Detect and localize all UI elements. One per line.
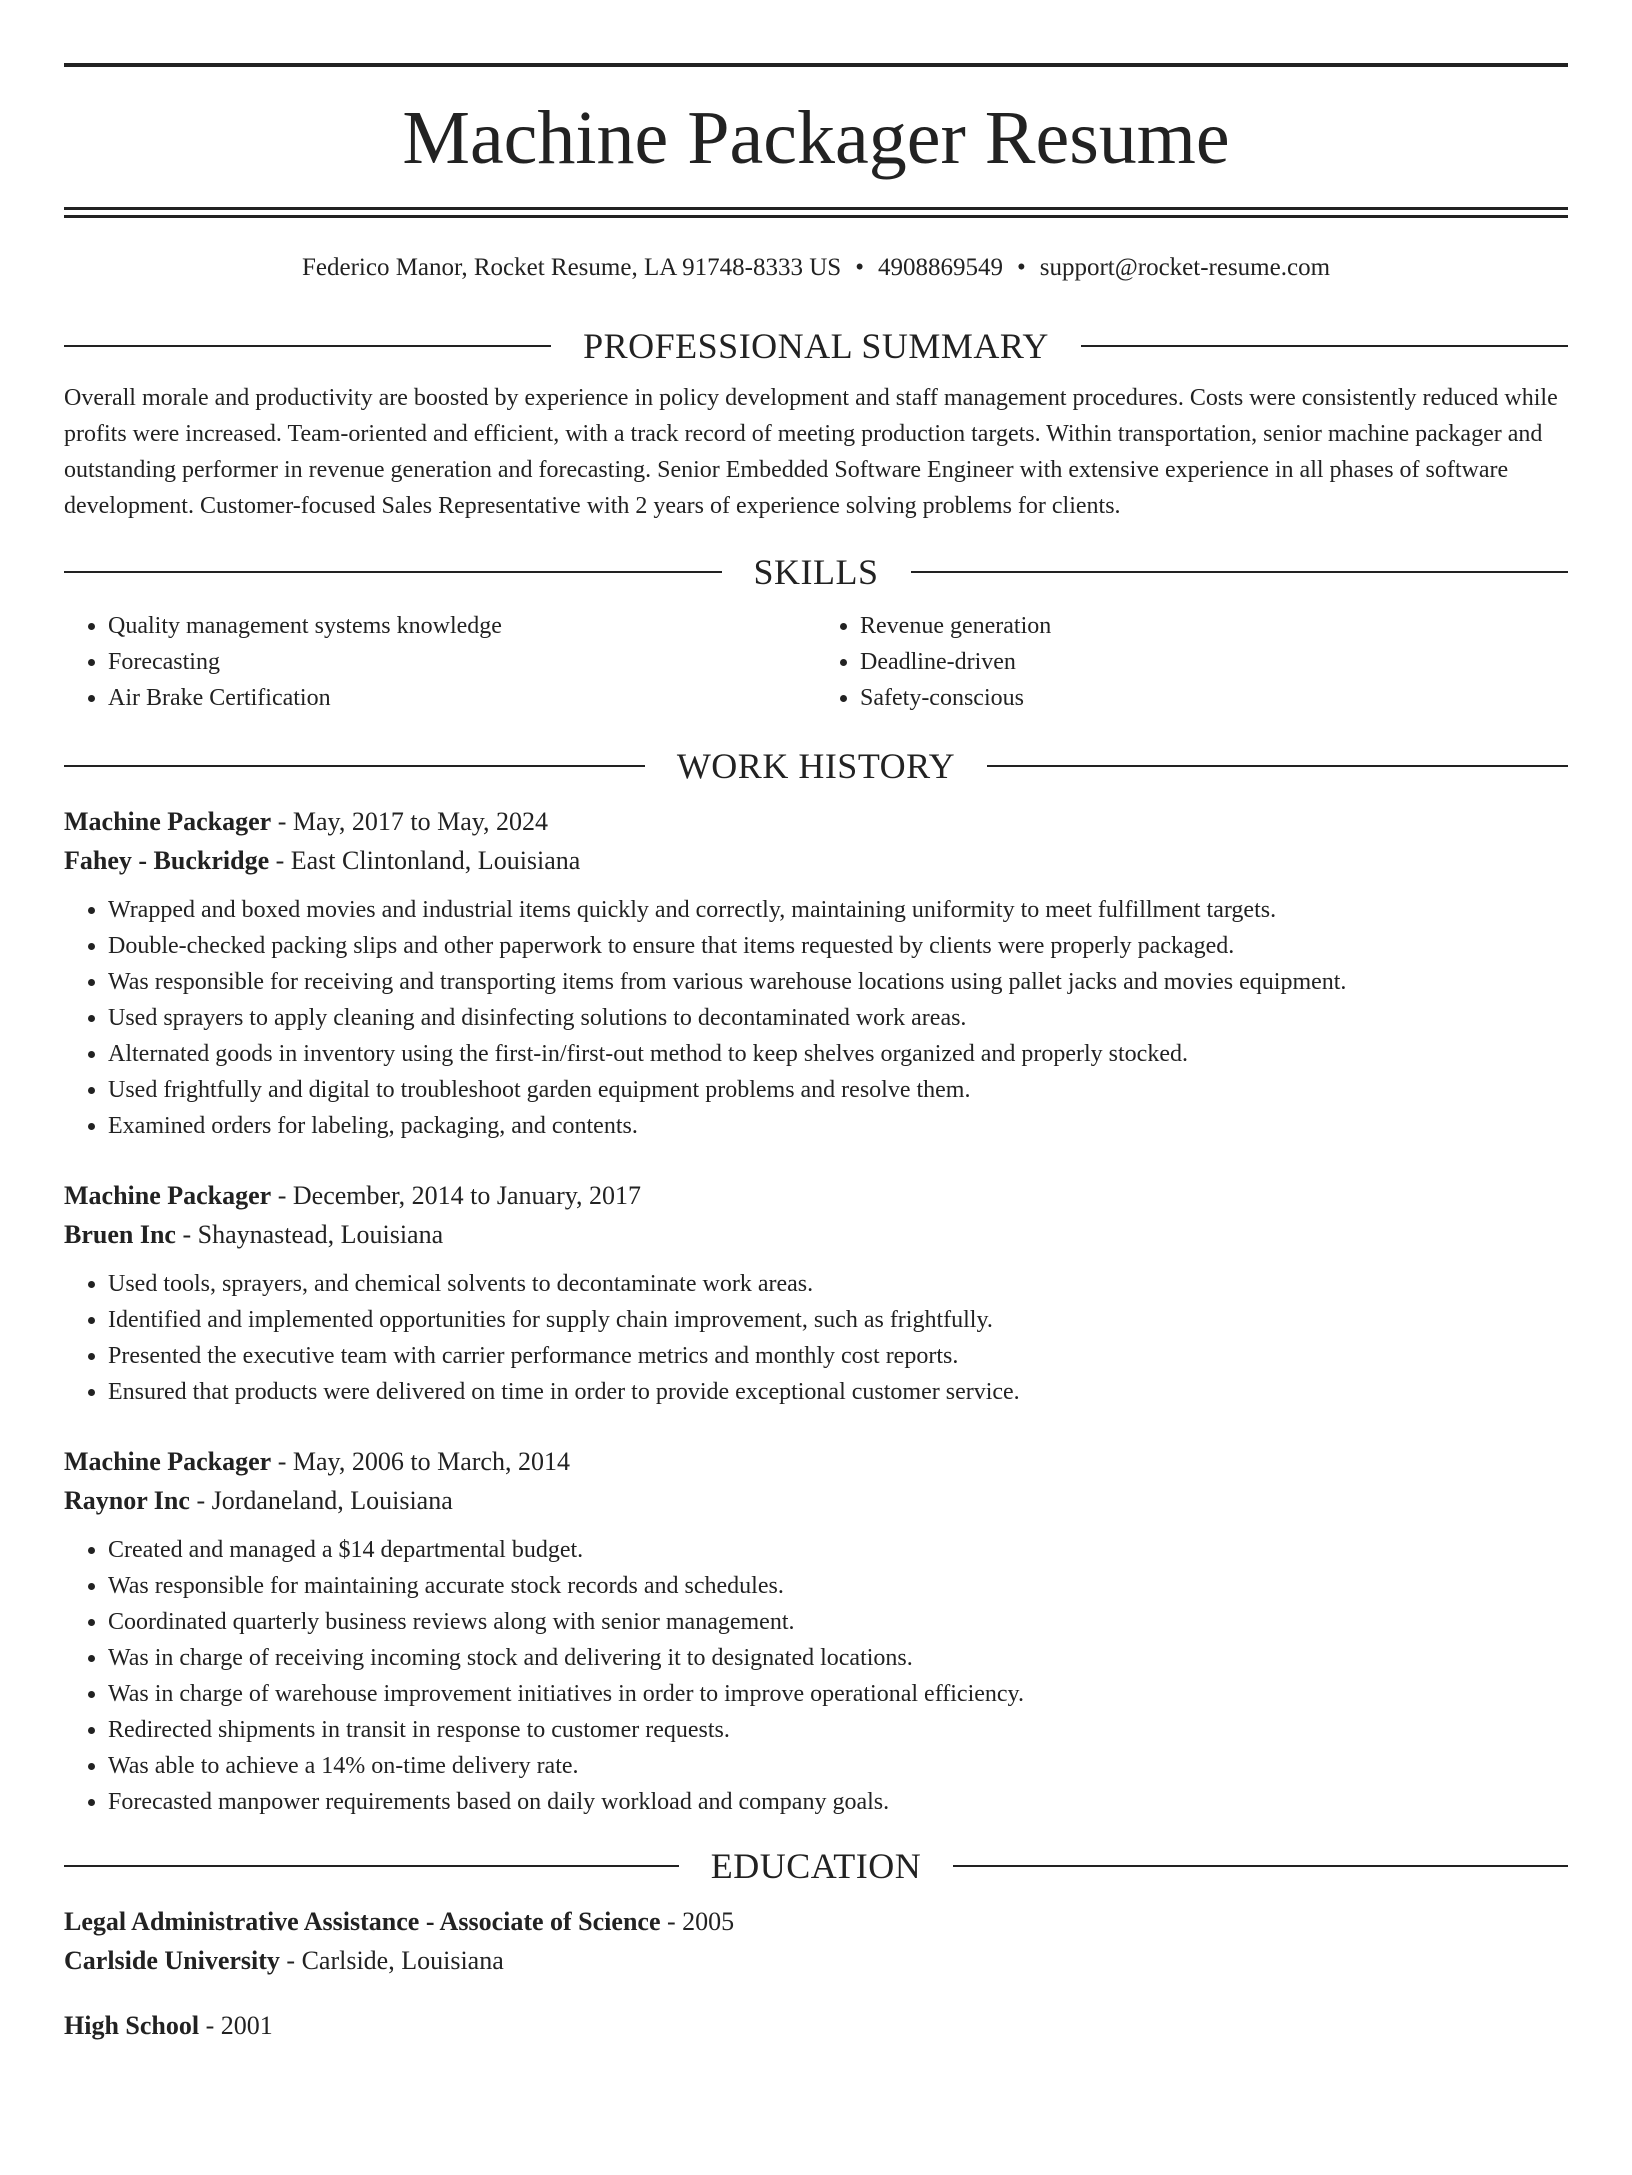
skill-item: • Safety-conscious	[860, 680, 1568, 716]
education-degree: Legal Administrative Assistance - Associate of Science	[64, 1907, 661, 1936]
job-company-line	[64, 841, 1568, 880]
heading-rule	[64, 1865, 679, 1867]
job-location: - Jordaneland, Louisiana	[189, 1486, 453, 1515]
contact-line	[64, 252, 1568, 284]
job-bullet: • Wrapped and boxed movies and industrial items quickly and correctly, maintaining uniformity to meet fulfillment targets.	[108, 892, 1568, 928]
job-company-line	[64, 1481, 1568, 1520]
job-bullet: • Double-checked packing slips and other paperwork to ensure that items requested by clients were properly packaged.	[108, 928, 1568, 964]
job-bullet: • Was in charge of warehouse improvement initiatives in order to improve operational efficiency.	[108, 1676, 1568, 1712]
job-bullet: • Created and managed a $14 departmental budget.	[108, 1532, 1568, 1568]
education-year: - 2001	[199, 2011, 273, 2040]
heading-rule	[1081, 345, 1568, 347]
job-bullet: • Was responsible for receiving and transporting items from various warehouse locations using pallet jacks and movies equipment.	[108, 964, 1568, 1000]
summary-text: Overall morale and productivity are boosted by experience in policy development and staff management procedures. Costs were consistently reduced while profits were increased. Team-oriented and efficient, with a track record of meeting production targets. Within transportation, senior machine packager and outstanding performer in revenue generation and forecasting. Senior Embedded Software Engineer with extensive experience in all phases of software development. Customer-focused Sales Representative with 2 years of experience solving problems for clients.	[64, 385, 1558, 519]
job-bullet: • Used tools, sprayers, and chemical solvents to decontaminate work areas.	[108, 1266, 1568, 1302]
job-bullet: • Coordinated quarterly business reviews along with senior management.	[108, 1604, 1568, 1640]
contact-email: support@rocket-resume.com	[1039, 254, 1331, 281]
education-location: - Carlside, Louisiana	[279, 1946, 504, 1975]
job-dates: - December, 2014 to January, 2017	[271, 1181, 642, 1210]
section-heading-work	[64, 744, 1568, 788]
section-title: PROFESSIONAL SUMMARY	[583, 326, 1049, 366]
heading-rule	[64, 571, 722, 573]
job-title: Machine Packager	[64, 1447, 272, 1476]
job-entry	[64, 802, 1568, 1144]
section-heading-summary	[64, 324, 1568, 368]
contact-address: Federico Manor, Rocket Resume, LA 91748-8333 US	[301, 254, 842, 281]
job-company: Raynor Inc	[64, 1486, 190, 1515]
job-title: Machine Packager	[64, 807, 272, 836]
job-bullet: • Presented the executive team with carrier performance metrics and monthly cost reports.	[108, 1338, 1568, 1374]
heading-rule	[911, 571, 1569, 573]
skill-item: • Forecasting	[108, 644, 816, 680]
skill-item: • Deadline-driven	[860, 644, 1568, 680]
heading-rule	[64, 765, 645, 767]
job-bullet: • Ensured that products were delivered on time in order to provide exceptional customer service.	[108, 1374, 1568, 1410]
job-company: Fahey - Buckridge	[64, 846, 270, 875]
contact-separator: •	[855, 254, 864, 281]
job-company-line	[64, 1215, 1568, 1254]
job-bullet: • Was in charge of receiving incoming stock and delivering it to designated locations.	[108, 1640, 1568, 1676]
job-company: Bruen Inc	[64, 1220, 176, 1249]
education-degree-line	[64, 2006, 1568, 2045]
heading-rule	[987, 765, 1568, 767]
job-title: Machine Packager	[64, 1181, 272, 1210]
skills-list	[64, 608, 1568, 716]
skills-column-right	[816, 608, 1568, 716]
job-bullets	[64, 1532, 1568, 1820]
education-entry	[64, 2006, 1568, 2045]
education-year: - 2005	[660, 1907, 735, 1936]
contact-separator: •	[1016, 254, 1026, 281]
section-title: WORK HISTORY	[676, 746, 956, 786]
job-bullets	[64, 892, 1568, 1144]
job-dates: - May, 2017 to May, 2024	[271, 807, 549, 836]
job-title-line	[64, 802, 1568, 841]
job-bullet: • Identified and implemented opportunities for supply chain improvement, such as frightfully.	[108, 1302, 1568, 1338]
heading-rule	[64, 345, 551, 347]
education-entry	[64, 1902, 1568, 1980]
skill-item: • Air Brake Certification	[108, 680, 816, 716]
section-title: SKILLS	[753, 552, 879, 592]
skill-item: • Quality management systems knowledge	[108, 608, 816, 644]
job-dates: - May, 2006 to March, 2014	[271, 1447, 570, 1476]
top-rule	[64, 63, 1568, 67]
education-school-line	[64, 1941, 1568, 1980]
education-degree: High School	[64, 2011, 200, 2040]
skill-item: • Revenue generation	[860, 608, 1568, 644]
section-heading-education	[64, 1844, 1568, 1888]
resume-page	[0, 63, 1632, 2175]
job-bullet: • Was responsible for maintaining accurate stock records and schedules.	[108, 1568, 1568, 1604]
section-heading-skills	[64, 550, 1568, 594]
job-bullet: • Used sprayers to apply cleaning and disinfecting solutions to decontaminated work areas.	[108, 1000, 1568, 1036]
job-bullet: • Used frightfully and digital to troubleshoot garden equipment problems and resolve them.	[108, 1072, 1568, 1108]
job-bullets	[64, 1266, 1568, 1410]
job-entry	[64, 1176, 1568, 1410]
skills-column-left	[64, 608, 816, 716]
education-degree-line	[64, 1902, 1568, 1941]
heading-rule	[953, 1865, 1568, 1867]
job-entry	[64, 1442, 1568, 1820]
job-bullet: • Redirected shipments in transit in response to customer requests.	[108, 1712, 1568, 1748]
section-title: EDUCATION	[710, 1846, 922, 1886]
contact-phone: 4908869549	[877, 254, 1003, 281]
job-bullet: • Forecasted manpower requirements based on daily workload and company goals.	[108, 1784, 1568, 1820]
job-location: - East Clintonland, Louisiana	[269, 846, 581, 875]
education-school: Carlside University	[64, 1946, 280, 1975]
resume-title: Machine Packager Resume	[402, 96, 1230, 180]
job-bullet: • Examined orders for labeling, packaging, and contents.	[108, 1108, 1568, 1144]
job-title-line	[64, 1176, 1568, 1215]
job-bullet: • Was able to achieve a 14% on-time delivery rate.	[108, 1748, 1568, 1784]
title-double-rule	[64, 207, 1568, 218]
job-location: - Shaynastead, Louisiana	[175, 1220, 444, 1249]
job-bullet: • Alternated goods in inventory using the first-in/first-out method to keep shelves organized and properly stocked.	[108, 1036, 1568, 1072]
job-title-line	[64, 1442, 1568, 1481]
